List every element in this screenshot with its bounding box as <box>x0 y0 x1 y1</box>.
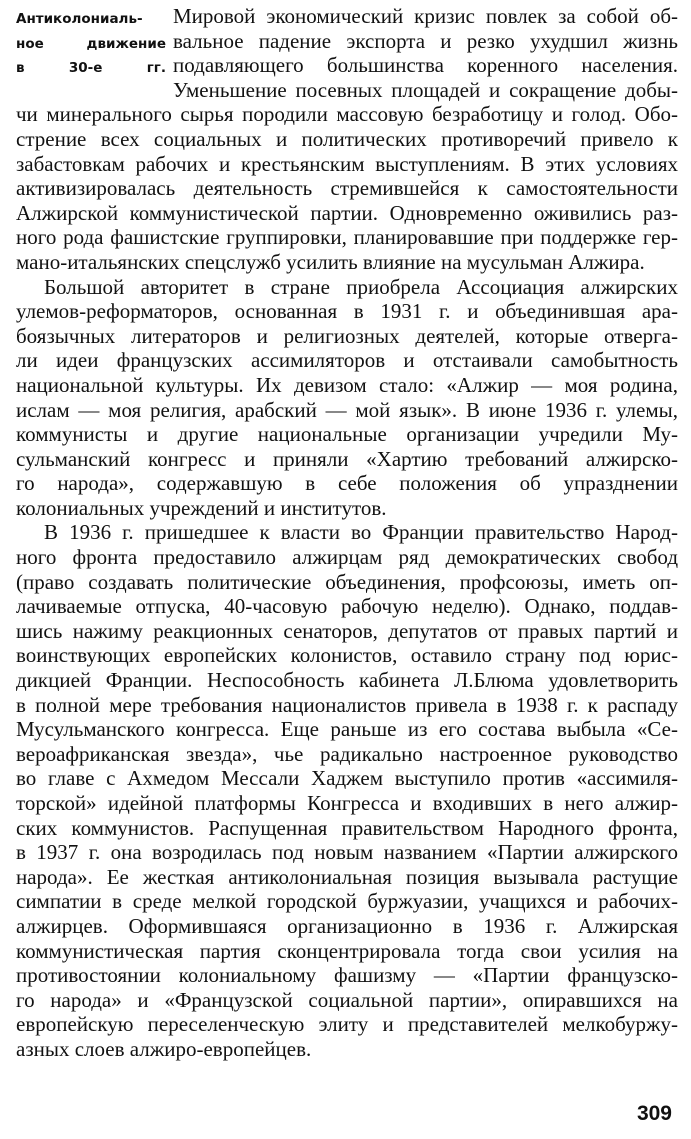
text-line: противостоянии колониальному фашизму — «Партии французско- <box>16 963 678 988</box>
text-line: улемов-реформаторов, основанная в 1931 г. и объединившая ара- <box>16 299 678 324</box>
text-line: (право создавать политические объединения, профсоюзы, иметь оп- <box>16 569 678 594</box>
text-line: боязычных литераторов и религиозных деятелей, которые отверга- <box>16 323 678 348</box>
text-line: народа». Ее жесткая антиколониальная позиция вызывала растущие <box>16 864 678 889</box>
text-line: национальной культуры. Их девизом стало: «Алжир — моя родина, <box>16 372 678 397</box>
text-line: ного рода фашистские группировки, планировавшие при поддержке гер- <box>16 225 678 250</box>
page-number: 309 <box>636 1102 672 1125</box>
text-line: симпатии в среде мелкой городской буржуазии, учащихся и рабочих- <box>16 889 678 914</box>
text-line: ских коммунистов. Распущенная правительством Народного фронта, <box>16 815 678 840</box>
text-line: коммунистическая партия сконцентрировала тогда свои усилия на <box>16 938 678 963</box>
book-page <box>16 4 678 1129</box>
paragraph-1 <box>16 4 678 275</box>
text-line: Мировой экономический кризис повлек за собой об- <box>173 4 678 28</box>
text-line: в полной мере требования националистов привела в 1938 г. к распаду <box>16 692 678 717</box>
margin-note-line: Антиколониаль- <box>16 11 143 27</box>
text-line: в 1937 г. она возродилась под новым названием «Партии алжирского <box>16 840 678 865</box>
text-line: ли идеи французских ассимиляторов и отстаивали самобытность <box>16 348 678 373</box>
text-line: стрение всех социальных и политических противоречий привело к <box>16 126 678 151</box>
text-line: В 1936 г. пришедшее к власти во Франции правительство Народ- <box>44 520 678 545</box>
paragraph-2 <box>16 275 678 521</box>
body-text <box>16 4 678 1062</box>
text-line: Мусульманского конгресса. Еще раньше из его состава выбыла «Се- <box>16 717 678 742</box>
text-line: Уменьшение посевных площадей и сокращение добы- <box>173 77 678 102</box>
margin-note-line: ное движение <box>16 35 166 52</box>
text-line: во главе с Ахмедом Мессали Хаджем выступило против «ассимиля- <box>16 766 678 791</box>
text-line: воинствующих европейских колонистов, оставило страну под юрис- <box>16 643 678 668</box>
text-line: активизировалась деятельность стремившейся к самостоятельности <box>16 176 678 201</box>
margin-note-line: в 30-е гг. <box>16 60 166 77</box>
text-line: азных слоев алжиро-европейцев. <box>16 1036 312 1061</box>
text-line: алжирцев. Оформившаяся организационно в 1936 г. Алжирская <box>16 913 678 938</box>
paragraph-3 <box>16 520 678 1061</box>
text-line: торской» идейной платформы Конгресса и входивших в него алжир- <box>16 791 678 815</box>
text-line: ислам — моя религия, арабский — мой язык». В июне 1936 г. улемы, <box>16 397 678 422</box>
text-line: Алжирской коммунистической партии. Одновременно оживились раз- <box>16 200 678 225</box>
text-line: забастовкам рабочих и крестьянским выступлениям. В этих условиях <box>16 151 678 176</box>
text-line: мано-итальянских спецслужб усилить влияние на мусульман Алжира. <box>16 249 645 274</box>
text-line: вальное падение экспорта и резко ухудшил жизнь <box>173 28 678 53</box>
text-line: подавляющего большинства коренного населения. <box>173 53 678 78</box>
text-line: колониальных учреждений и институтов. <box>16 495 387 520</box>
text-line: ного фронта предоставило алжирцам ряд демократических свобод <box>16 545 678 570</box>
text-line: лачиваемые отпуска, 40-часовую рабочую неделю). Однако, поддав- <box>16 594 678 619</box>
text-line: го народа», содержавшую в себе положения об упразднении <box>16 471 678 496</box>
text-line: коммунисты и другие национальные организации учредили Му- <box>16 422 678 447</box>
text-line: го народа» и «Французской социальной партии», опиравшихся на <box>16 987 678 1012</box>
text-line: европейскую переселенческую элиту и представителей мелкобуржу- <box>16 1012 678 1037</box>
text-line: вероафриканская звезда», чье радикально настроенное руководство <box>16 741 678 766</box>
text-line: шись нажиму реакционных сенаторов, депутатов от правых партий и <box>16 618 678 643</box>
text-line: Большой авторитет в стране приобрела Ассоциация алжирских <box>44 274 678 299</box>
text-line: сульманский конгресс и приняли «Хартию требований алжирско- <box>16 446 678 471</box>
text-line: дикцией Франции. Неспособность кабинета Л.Блюма удовлетворить <box>16 668 678 693</box>
text-line: чи минерального сырья породили массовую безработицу и голод. Обо- <box>16 102 678 127</box>
